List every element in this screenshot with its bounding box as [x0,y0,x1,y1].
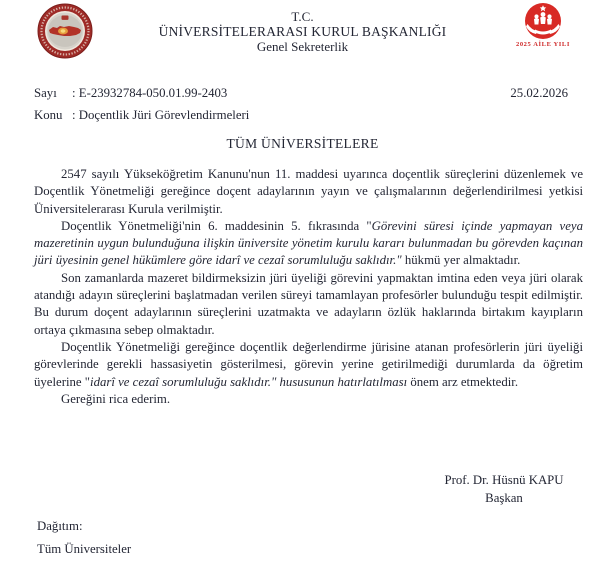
closing-line: Gereğini rica ederim. [61,391,171,406]
paragraph-2-prefix: Doçentlik Yönetmeliği'nin 6. maddesinin 5. fıkrasında " [61,218,372,233]
konu-row [34,104,249,126]
sayi-row [34,82,249,104]
letter-body [34,166,583,408]
distribution-value: Tüm Üniversiteler [37,542,132,556]
document-meta [34,82,249,126]
aile-yili-caption: 2025 AİLE YILI [515,41,571,48]
konu-value: : Doçentlik Jüri Görevlendirmeleri [72,108,250,122]
paragraph-4 [34,339,583,391]
letterhead-organization: ÜNİVERSİTELERARASI KURUL BAŞKANLIĞI [158,24,447,39]
signer-title: Başkan [485,491,523,505]
paragraph-4-quote: idarî ve cezaî sorumluluğu saklıdır." hususunun hatırlatılması [90,374,408,389]
sayi-value: : E-23932784-050.01.99-2403 [72,86,228,100]
letterhead-unit: Genel Sekreterlik [256,39,349,54]
signer-name: Prof. Dr. Hüsnü KAPU [444,473,564,487]
paragraph-4-prefix: Doçentlik Yönetmeliği gereğince doçentlik değerlendirme jürisine atanan profesörlerin jüri üyeliği görevlerinde gerekli hassasiyetin gösterilmesi, görevin yerine getirilmediği durumlarda da öğretim üyelerine " [34,339,583,389]
paragraph-2-suffix: hükmü yer almaktadır. [401,253,521,268]
paragraph-4-suffix: önem arz etmektedir. [407,374,519,389]
paragraph-2-quote: Görevini süresi içinde yapmayan veya mazeretinin uygun bulunduğuna ilişkin üniversite yönetim kurulu kararı bulunmadan bu görevden kaçınan jüri üyesinin genel hükümlere göre idarî ve cezaî sorumluluğu saklıdır." [34,218,583,268]
konu-label: Konu [34,108,63,122]
paragraph-3: Son zamanlarda mazeret bildirmeksizin jüri üyeliği görevini yapmaktan imtina eden veya jüri olarak atandığı adayın süreçlerini başlatmadan verilen süreyi tamamlayan profesörler bulunduğu tespit edilmiştir. Bu durum doçent adaylarının süreçlerini uzatmakta ve adayların özlük haklarında birtakım kayıpların ortaya çıkmasına sebep olmaktadır. [34,270,583,337]
document-date: 25.02.2026 [510,86,568,100]
signature-block [404,471,604,507]
sayi-label: Sayı [34,86,57,100]
letterhead-tc: T.C. [291,9,314,24]
distribution-label: Dağıtım: [37,519,83,533]
paragraph-2 [34,218,583,270]
paragraph-1: 2547 sayılı Yükseköğretim Kanunu'nun 11. maddesi uyarınca doçentlik süreçlerini düzenlemek ve Doçentlik Yönetmeliği gereğince doçent adaylarının yayın ve çalışmalarının değerlendirilmesi yetkisi Üniversitelerarası Kurula verilmiştir. [34,167,583,216]
distribution-block [37,515,131,561]
aile-yili-logo-icon [521,2,565,40]
aile-yili-logo [512,2,574,48]
recipient-title: TÜM ÜNİVERSİTELERE [226,136,379,151]
